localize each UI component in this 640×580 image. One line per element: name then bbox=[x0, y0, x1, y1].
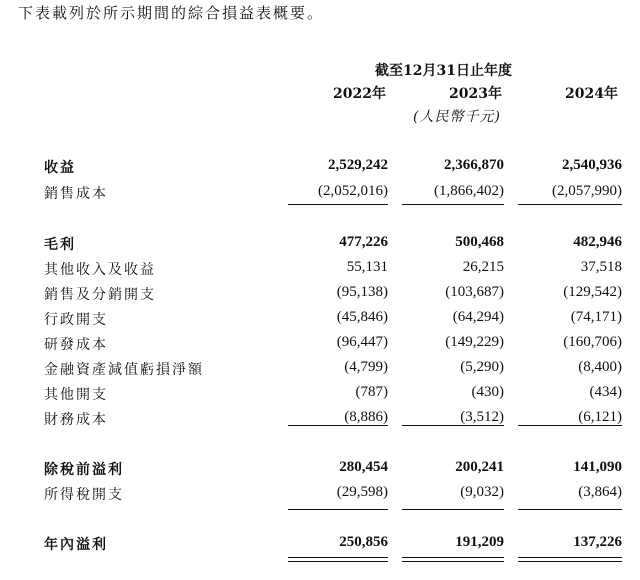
cell-value-2022: (8,886) bbox=[344, 409, 388, 425]
subtotal-underline bbox=[518, 509, 622, 510]
table-row bbox=[0, 384, 640, 406]
cell-value-2024: (2,057,990) bbox=[552, 183, 622, 199]
intro-text: 下表載列於所示期間的綜合損益表概要。 bbox=[18, 4, 325, 22]
period-header: 截至12月31日止年度 bbox=[375, 63, 512, 79]
cell-value-2024: 137,226 bbox=[573, 534, 622, 550]
cell-value-2023: 2,366,870 bbox=[444, 157, 504, 173]
row-label: 其他收入及收益 bbox=[44, 262, 156, 278]
cell-value-2024: (74,171) bbox=[570, 309, 622, 325]
subtotal-underline bbox=[288, 204, 388, 205]
cell-value-2023: 200,241 bbox=[455, 459, 504, 475]
cell-value-2022: (96,447) bbox=[336, 334, 388, 350]
cell-value-2024: 2,540,936 bbox=[562, 157, 622, 173]
table-row bbox=[0, 334, 640, 356]
subtotal-underline bbox=[402, 425, 504, 426]
cell-value-2023: 26,215 bbox=[462, 259, 504, 275]
cell-value-2024: (8,400) bbox=[578, 359, 622, 375]
total-double-underline bbox=[518, 557, 622, 562]
cell-value-2023: (3,512) bbox=[460, 409, 504, 425]
cell-value-2024: (6,121) bbox=[578, 409, 622, 425]
cell-value-2022: 55,131 bbox=[346, 259, 388, 275]
subtotal-underline bbox=[288, 425, 388, 426]
table-row bbox=[0, 183, 640, 205]
cell-value-2023: 500,468 bbox=[455, 234, 504, 250]
year-header-2022: 2022年 bbox=[333, 86, 386, 102]
cell-value-2022: (2,052,016) bbox=[318, 183, 388, 199]
cell-value-2022: (29,598) bbox=[336, 484, 388, 500]
row-label: 研發成本 bbox=[44, 337, 108, 353]
cell-value-2022: 2,529,242 bbox=[328, 157, 388, 173]
subtotal-underline bbox=[518, 425, 622, 426]
cell-value-2023: 191,209 bbox=[455, 534, 504, 550]
table-row bbox=[0, 359, 640, 381]
row-label: 毛利 bbox=[44, 237, 76, 253]
row-label: 金融資產減值虧損淨額 bbox=[44, 362, 204, 378]
cell-value-2024: 141,090 bbox=[573, 459, 622, 475]
cell-value-2022: (4,799) bbox=[344, 359, 388, 375]
subtotal-underline bbox=[518, 204, 622, 205]
table-row bbox=[0, 534, 640, 556]
subtotal-underline bbox=[402, 204, 504, 205]
table-row bbox=[0, 157, 640, 179]
table-row bbox=[0, 284, 640, 306]
row-label: 銷售及分銷開支 bbox=[44, 287, 156, 303]
cell-value-2023: (5,290) bbox=[460, 359, 504, 375]
cell-value-2022: (787) bbox=[355, 384, 388, 400]
total-double-underline bbox=[288, 557, 388, 562]
row-label: 銷售成本 bbox=[44, 186, 108, 202]
cell-value-2024: (160,706) bbox=[563, 334, 622, 350]
row-label: 除稅前溢利 bbox=[44, 462, 124, 478]
row-label: 所得稅開支 bbox=[44, 487, 124, 503]
cell-value-2024: 482,946 bbox=[573, 234, 622, 250]
year-header-2023: 2023年 bbox=[449, 86, 502, 102]
total-double-underline bbox=[402, 557, 504, 562]
row-label: 財務成本 bbox=[44, 412, 108, 428]
cell-value-2023: (64,294) bbox=[452, 309, 504, 325]
cell-value-2022: 250,856 bbox=[339, 534, 388, 550]
year-header-2024: 2024年 bbox=[565, 86, 618, 102]
row-label: 年內溢利 bbox=[44, 537, 108, 553]
row-label: 收益 bbox=[44, 160, 76, 176]
cell-value-2024: (129,542) bbox=[563, 284, 622, 300]
cell-value-2023: (149,229) bbox=[445, 334, 504, 350]
cell-value-2024: 37,518 bbox=[580, 259, 622, 275]
cell-value-2024: (3,864) bbox=[578, 484, 622, 500]
unit-label: (人民幣千元) bbox=[413, 109, 501, 125]
row-label: 其他開支 bbox=[44, 387, 108, 403]
cell-value-2024: (434) bbox=[589, 384, 622, 400]
cell-value-2023: (103,687) bbox=[445, 284, 504, 300]
cell-value-2023: (430) bbox=[471, 384, 504, 400]
table-row bbox=[0, 484, 640, 506]
cell-value-2022: 280,454 bbox=[339, 459, 388, 475]
subtotal-underline bbox=[288, 509, 388, 510]
cell-value-2022: (95,138) bbox=[336, 284, 388, 300]
table-row bbox=[0, 409, 640, 431]
table-row bbox=[0, 459, 640, 481]
subtotal-underline bbox=[402, 509, 504, 510]
table-row bbox=[0, 309, 640, 331]
row-label: 行政開支 bbox=[44, 312, 108, 328]
cell-value-2023: (9,032) bbox=[460, 484, 504, 500]
table-row bbox=[0, 234, 640, 256]
table-row bbox=[0, 259, 640, 281]
cell-value-2023: (1,866,402) bbox=[434, 183, 504, 199]
cell-value-2022: (45,846) bbox=[336, 309, 388, 325]
cell-value-2022: 477,226 bbox=[339, 234, 388, 250]
